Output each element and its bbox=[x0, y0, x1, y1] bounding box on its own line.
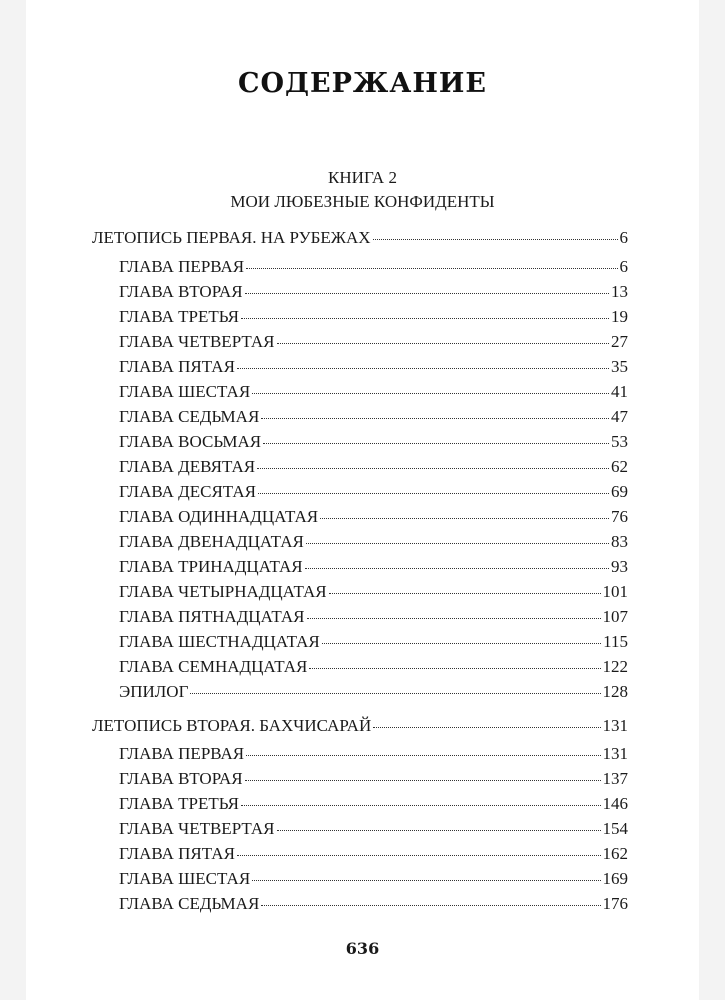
toc-entry-label: ГЛАВА ШЕСТАЯ bbox=[119, 869, 251, 888]
toc-chapter-row bbox=[119, 356, 628, 378]
dot-leader bbox=[237, 368, 609, 369]
toc-page-number: 76 bbox=[611, 507, 628, 526]
dot-leader bbox=[320, 518, 609, 519]
toc-chapter-row bbox=[119, 581, 628, 603]
dot-leader bbox=[373, 239, 618, 240]
toc-entry-label: ГЛАВА ВТОРАЯ bbox=[119, 282, 243, 301]
toc-page-number: 83 bbox=[611, 532, 628, 551]
toc-chapter-row bbox=[119, 506, 628, 528]
toc-chapter-row bbox=[119, 793, 628, 815]
toc-entry-label: ГЛАВА ДВЕНАДЦАТАЯ bbox=[119, 532, 304, 551]
toc-chapter-row bbox=[119, 818, 628, 840]
toc-entry-label: ГЛАВА СЕДЬМАЯ bbox=[119, 894, 260, 913]
book-subtitle: МОИ ЛЮБЕЗНЫЕ КОНФИДЕНТЫ bbox=[230, 192, 495, 211]
toc-entry-label: ГЛАВА ВТОРАЯ bbox=[119, 769, 243, 788]
toc-page-number: 154 bbox=[602, 819, 628, 838]
toc-page-number: 115 bbox=[603, 632, 628, 651]
dot-leader bbox=[305, 568, 609, 569]
dot-leader bbox=[257, 468, 609, 469]
dot-leader bbox=[258, 493, 609, 494]
toc-page-number: 35 bbox=[611, 357, 628, 376]
toc-page-number: 169 bbox=[602, 869, 628, 888]
toc-entry-label: ЛЕТОПИСЬ ВТОРАЯ. БАХЧИСАРАЙ bbox=[92, 716, 372, 735]
page-title: СОДЕРЖАНИЕ bbox=[238, 68, 487, 99]
dot-leader bbox=[246, 755, 600, 756]
dot-leader bbox=[190, 693, 600, 694]
dot-leader bbox=[241, 805, 601, 806]
toc-chapter-row bbox=[119, 743, 628, 765]
toc-page-number: 41 bbox=[611, 382, 628, 401]
toc-chapter-row bbox=[119, 406, 628, 428]
dot-leader bbox=[307, 618, 601, 619]
toc-part-row bbox=[92, 715, 628, 737]
toc-entry-label: ГЛАВА ПЯТАЯ bbox=[119, 357, 235, 376]
toc-entry-label: ГЛАВА ЧЕТЫРНАДЦАТАЯ bbox=[119, 582, 327, 601]
toc-page-number: 93 bbox=[611, 557, 628, 576]
dot-leader bbox=[245, 780, 601, 781]
toc-entry-label: ГЛАВА СЕМНАДЦАТАЯ bbox=[119, 657, 308, 676]
toc-page-number: 101 bbox=[602, 582, 628, 601]
toc-chapter-row bbox=[119, 456, 628, 478]
dot-leader bbox=[373, 727, 600, 728]
toc-page-number: 19 bbox=[611, 307, 628, 326]
page-number: 636 bbox=[345, 939, 380, 958]
toc-entry-label: ГЛАВА ТРЕТЬЯ bbox=[119, 307, 239, 326]
toc-page-number: 146 bbox=[602, 794, 628, 813]
dot-leader bbox=[252, 393, 609, 394]
toc-entry-label: ГЛАВА ВОСЬМАЯ bbox=[119, 432, 262, 451]
toc-chapter-row bbox=[119, 306, 628, 328]
toc-page-number: 128 bbox=[602, 682, 628, 701]
toc-page-number: 69 bbox=[611, 482, 628, 501]
toc-entry-label: ГЛАВА ТРЕТЬЯ bbox=[119, 794, 239, 813]
toc-chapter-row bbox=[119, 481, 628, 503]
dot-leader bbox=[245, 293, 609, 294]
dot-leader bbox=[277, 343, 609, 344]
toc-page-number: 27 bbox=[611, 332, 628, 351]
toc-page-number: 6 bbox=[619, 228, 628, 247]
toc-entry-label: ГЛАВА ПЕРВАЯ bbox=[119, 257, 245, 276]
toc-page-number: 122 bbox=[602, 657, 628, 676]
toc-page-number: 162 bbox=[602, 844, 628, 863]
dot-leader bbox=[246, 268, 617, 269]
dot-leader bbox=[252, 880, 600, 881]
toc-chapter-row bbox=[119, 656, 628, 678]
toc-page-number: 53 bbox=[611, 432, 628, 451]
dot-leader bbox=[241, 318, 609, 319]
toc-page-number: 131 bbox=[602, 716, 628, 735]
toc-chapter-row bbox=[119, 281, 628, 303]
toc-entry-label: ГЛАВА ПЕРВАЯ bbox=[119, 744, 245, 763]
dot-leader bbox=[277, 830, 601, 831]
toc-page-number: 13 bbox=[611, 282, 628, 301]
toc-entry-label: ГЛАВА ШЕСТАЯ bbox=[119, 382, 251, 401]
toc-page-number: 6 bbox=[619, 257, 628, 276]
toc-chapter-row bbox=[119, 381, 628, 403]
toc-entry-label: ГЛАВА ЧЕТВЕРТАЯ bbox=[119, 332, 275, 351]
dot-leader bbox=[237, 855, 601, 856]
dot-leader bbox=[261, 905, 600, 906]
toc-chapter-row bbox=[119, 256, 628, 278]
toc-chapter-row bbox=[119, 868, 628, 890]
toc-chapter-row bbox=[119, 893, 628, 915]
toc-chapter-row bbox=[119, 556, 628, 578]
toc-page-number: 176 bbox=[602, 894, 628, 913]
toc-entry-label: ГЛАВА ТРИНАДЦАТАЯ bbox=[119, 557, 303, 576]
toc-page-number: 107 bbox=[602, 607, 628, 626]
toc-part-row bbox=[92, 227, 628, 249]
toc-entry-label: ГЛАВА ОДИННАДЦАТАЯ bbox=[119, 507, 319, 526]
toc-entry-label: ЭПИЛОГ bbox=[119, 682, 189, 701]
toc-chapter-row bbox=[119, 606, 628, 628]
toc-entry-label: ГЛАВА СЕДЬМАЯ bbox=[119, 407, 260, 426]
toc-entry-label: ГЛАВА ПЯТНАДЦАТАЯ bbox=[119, 607, 305, 626]
dot-leader bbox=[309, 668, 600, 669]
toc-entry-label: ГЛАВА ПЯТАЯ bbox=[119, 844, 235, 863]
toc-page-number: 62 bbox=[611, 457, 628, 476]
toc-entry-label: ГЛАВА ДЕВЯТАЯ bbox=[119, 457, 256, 476]
toc-entry-label: ГЛАВА ЧЕТВЕРТАЯ bbox=[119, 819, 275, 838]
dot-leader bbox=[322, 643, 601, 644]
book-label: КНИГА 2 bbox=[328, 168, 397, 187]
dot-leader bbox=[263, 443, 609, 444]
dot-leader bbox=[261, 418, 609, 419]
toc-entry-label: ЛЕТОПИСЬ ПЕРВАЯ. НА РУБЕЖАХ bbox=[92, 228, 371, 247]
toc-entry-label: ГЛАВА ДЕСЯТАЯ bbox=[119, 482, 256, 501]
toc-page-number: 131 bbox=[602, 744, 628, 763]
toc-chapter-row bbox=[119, 768, 628, 790]
toc-chapter-row bbox=[119, 681, 628, 703]
toc-chapter-row bbox=[119, 431, 628, 453]
toc-chapter-row bbox=[119, 531, 628, 553]
dot-leader bbox=[306, 543, 609, 544]
toc-page-number: 47 bbox=[611, 407, 628, 426]
toc-chapter-row bbox=[119, 843, 628, 865]
toc-page-number: 137 bbox=[602, 769, 628, 788]
toc-chapter-row bbox=[119, 631, 628, 653]
dot-leader bbox=[329, 593, 601, 594]
toc-entry-label: ГЛАВА ШЕСТНАДЦАТАЯ bbox=[119, 632, 320, 651]
toc-chapter-row bbox=[119, 331, 628, 353]
